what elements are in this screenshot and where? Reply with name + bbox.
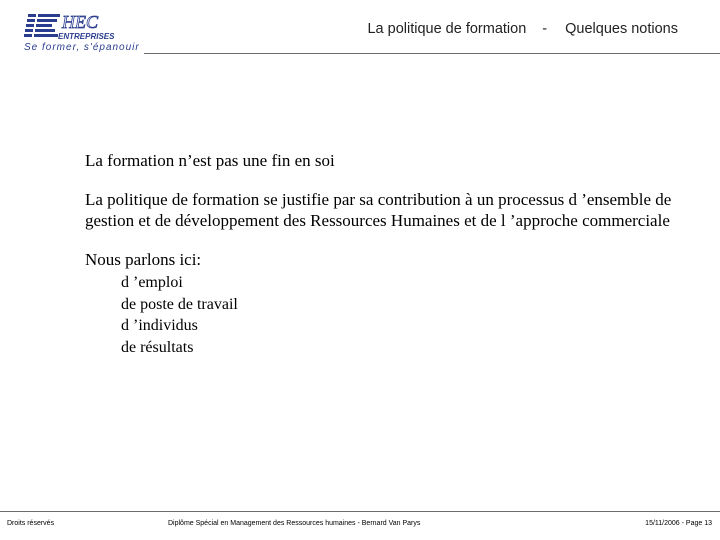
footer-date-page: 15/11/2006 - Page 13 bbox=[645, 520, 712, 527]
footer-rights: Droits réservés bbox=[7, 520, 55, 527]
header-separator: - bbox=[542, 21, 548, 37]
paragraph-formation: La formation n’est pas une fin en soi bbox=[85, 151, 335, 170]
header-title-left: La politique de formation bbox=[367, 21, 527, 37]
logo-mark bbox=[22, 12, 132, 42]
header-title-right: Quelques notions bbox=[565, 21, 678, 37]
paragraph-nous-parlons: Nous parlons ici: bbox=[85, 250, 202, 269]
logo-tagline: Se former, s'épanouir bbox=[24, 42, 140, 53]
list-item: de résultats bbox=[121, 338, 194, 356]
hec-entreprises-logo bbox=[22, 12, 140, 53]
slide-body bbox=[85, 150, 695, 358]
list-item: d ’individus bbox=[121, 317, 198, 334]
logo-brand: HEC bbox=[62, 12, 98, 32]
footer-divider bbox=[0, 511, 720, 512]
header-divider bbox=[144, 53, 720, 54]
notions-list bbox=[121, 272, 695, 358]
slide-header bbox=[367, 21, 678, 39]
logo-sub: ENTREPRISES bbox=[58, 32, 115, 41]
paragraph-politique: La politique de formation se justifie par sa contribution à un processus d ’ensemble de gestion et de développement des Ressources Humaines et de l ’approche commerciale bbox=[85, 190, 672, 230]
list-item: d ’emploi bbox=[121, 274, 183, 291]
footer-course: Diplôme Spécial en Management des Ressources humaines - Bernard Van Parys bbox=[168, 520, 421, 527]
list-item: de poste de travail bbox=[121, 295, 238, 313]
